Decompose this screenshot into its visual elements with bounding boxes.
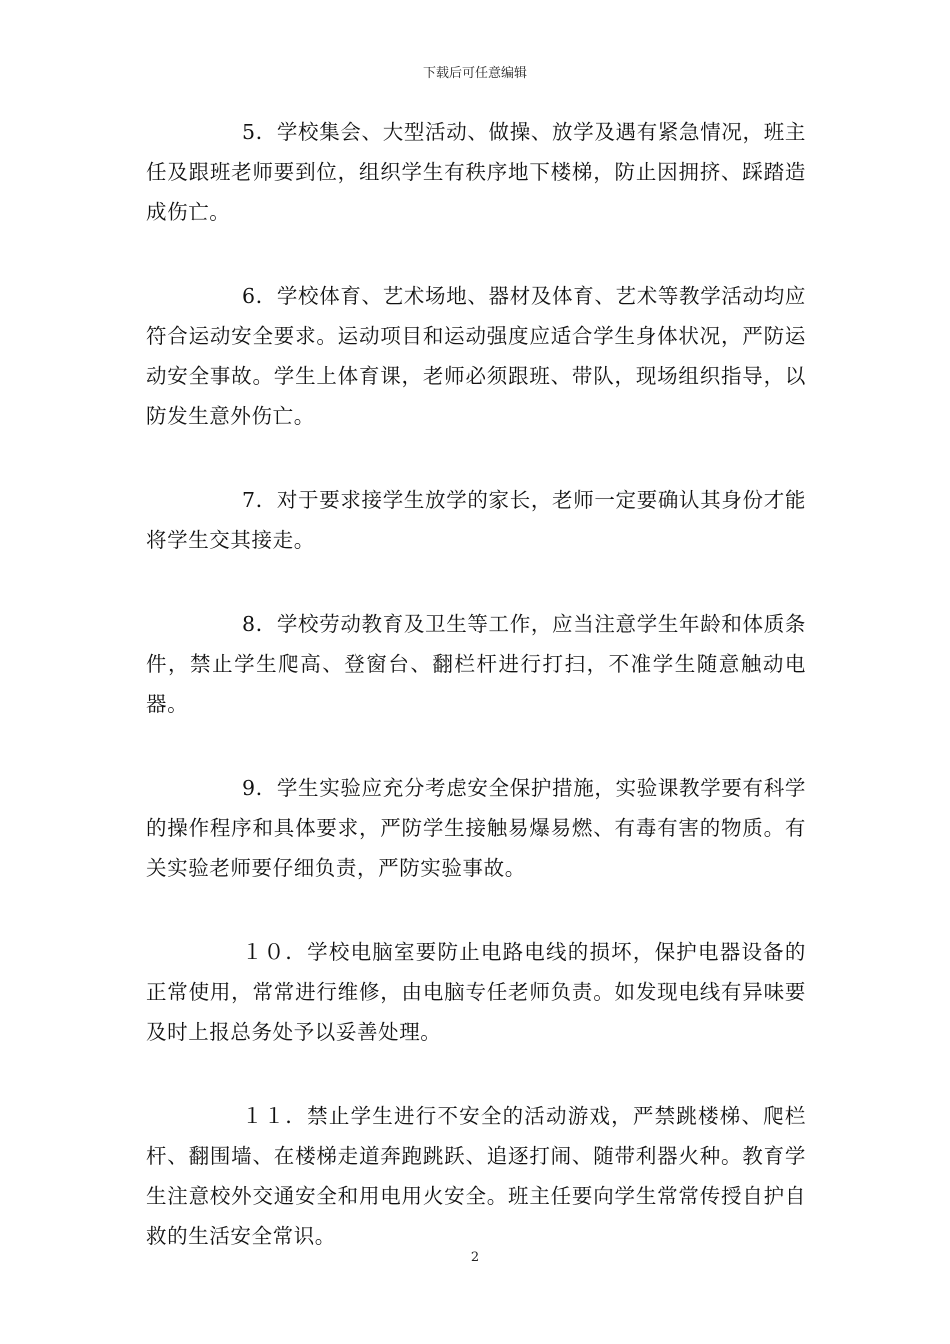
paragraph-item-7: 7．对于要求接学生放学的家长，老师一定要确认其身份才能将学生交其接走。 [146,488,806,552]
paragraph-item-5: 5．学校集会、大型活动、做操、放学及遇有紧急情况，班主任及跟班老师要到位，组织学生有秩序地下楼梯，防止因拥挤、踩踏造成伤亡。 [146,120,806,224]
page-number: 2 [470,1250,480,1265]
paragraph-item-8: 8．学校劳动教育及卫生等工作，应当注意学生年龄和体质条件，禁止学生爬高、登窗台、翻栏杆进行打扫，不准学生随意触动电器。 [146,612,806,716]
paragraph-item-11: １１．禁止学生进行不安全的活动游戏，严禁跳楼梯、爬栏杆、翻围墙、在楼梯走道奔跑跳跃、追逐打闹、随带利器火种。教育学生注意校外交通安全和用电用火安全。班主任要向学生常常传授自护自救的生活安全常识。 [146,1104,806,1248]
document-body [146,112,806,1300]
paragraph-item-10: １０．学校电脑室要防止电路电线的损坏，保护电器设备的正常使用，常常进行维修，由电脑专任老师负责。如发现电线有异味要及时上报总务处予以妥善处理。 [146,940,806,1044]
paragraph-item-6: 6．学校体育、艺术场地、器材及体育、艺术等教学活动均应符合运动安全要求。运动项目和运动强度应适合学生身体状况，严防运动安全事故。学生上体育课，老师必须跟班、带队，现场组织指导，以防发生意外伤亡。 [146,284,806,428]
paragraph-item-9: 9．学生实验应充分考虑安全保护措施，实验课教学要有科学的操作程序和具体要求，严防学生接触易爆易燃、有毒有害的物质。有关实验老师要仔细负责，严防实验事故。 [146,776,806,880]
page-header: 下载后可任意编辑 [422,66,527,81]
